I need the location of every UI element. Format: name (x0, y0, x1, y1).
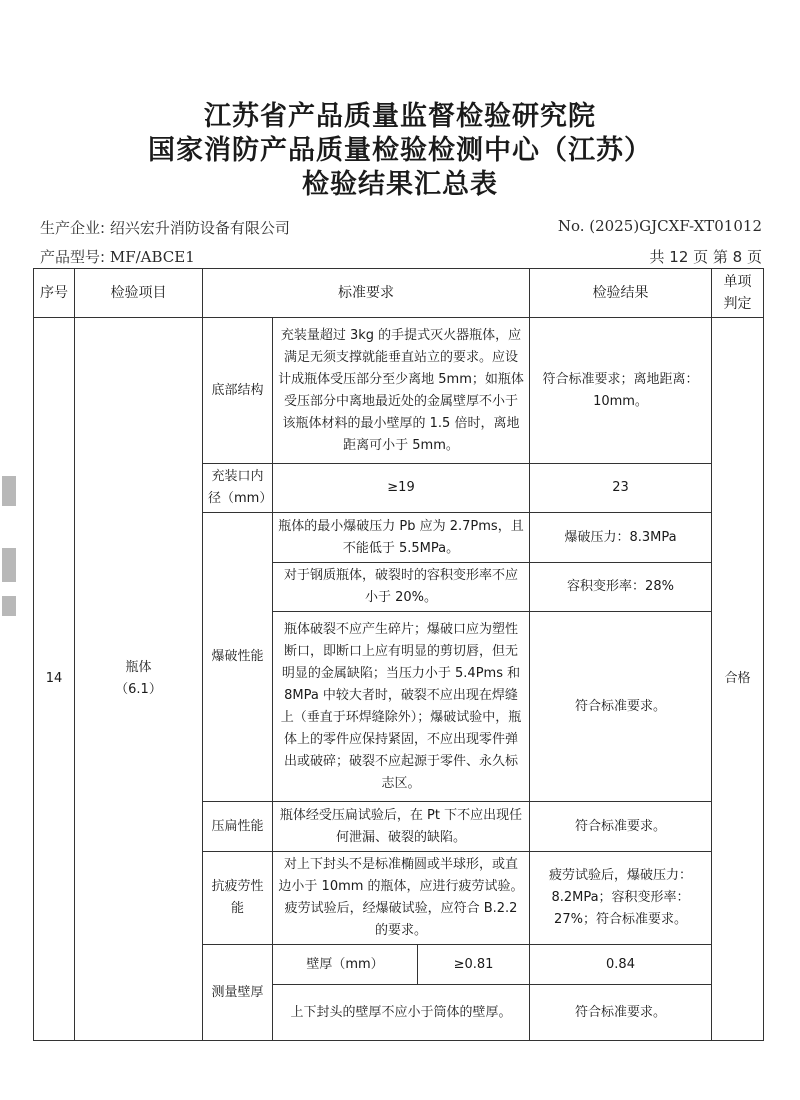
header-verdict: 单项判定 (712, 269, 764, 318)
req-opening-diameter: ≥19 (273, 464, 530, 513)
req-head-thickness: 上下封头的壁厚不应小于筒体的壁厚。 (273, 985, 530, 1041)
manufacturer-label: 生产企业: (40, 219, 106, 237)
scan-artifact (2, 596, 16, 616)
item-clause: （6.1） (115, 682, 162, 697)
document-title: 检验结果汇总表 (302, 169, 498, 200)
res-burst-fracture: 符合标准要求。 (530, 612, 712, 802)
res-volume-deformation: 容积变形率：28% (530, 563, 712, 612)
scan-artifact (2, 476, 16, 506)
model-row (40, 246, 762, 267)
res-head-thickness: 符合标准要求。 (530, 985, 712, 1041)
res-wall-thickness: 0.84 (530, 945, 712, 985)
manufacturer-row (40, 217, 762, 238)
sub-flatten: 压扁性能 (203, 802, 273, 852)
center-name: 国家消防产品质量检验检测中心（江苏） (148, 135, 652, 166)
item-cell (75, 318, 203, 1041)
report-number: No. (2025)GJCXF-XT01012 (557, 217, 762, 235)
res-bottom-structure: 符合标准要求；离地距离：10mm。 (530, 318, 712, 464)
results-table (33, 268, 764, 1041)
model-value: MF/ABCE1 (109, 248, 195, 266)
res-flatten: 符合标准要求。 (530, 802, 712, 852)
sub-fatigue: 抗疲劳性能 (203, 852, 273, 945)
scan-artifact (2, 548, 16, 582)
res-opening-diameter: 23 (530, 464, 712, 513)
document-header (0, 100, 800, 202)
res-fatigue: 疲劳试验后，爆破压力：8.2MPa；容积变形率：27%；符合标准要求。 (530, 852, 712, 945)
req-flatten: 瓶体经受压扁试验后，在 Pt 下不应出现任何泄漏、破裂的缺陷。 (273, 802, 530, 852)
table-row (34, 318, 764, 464)
req-burst-pressure: 瓶体的最小爆破压力 Pb 应为 2.7Pms，且不能低于 5.5MPa。 (273, 513, 530, 563)
header-standard: 标准要求 (203, 269, 530, 318)
req-volume-deformation: 对于钢质瓶体，破裂时的容积变形率不应小于 20%。 (273, 563, 530, 612)
table-header-row (34, 269, 764, 318)
sub-wall-thickness: 测量壁厚 (203, 945, 273, 1041)
model-label: 产品型号: (40, 248, 106, 266)
sub-opening-diameter: 充装口内径（mm） (203, 464, 273, 513)
wall-thickness-label: 壁厚（mm） (273, 945, 418, 985)
header-seq: 序号 (34, 269, 75, 318)
header-result: 检验结果 (530, 269, 712, 318)
req-burst-fracture: 瓶体破裂不应产生碎片；爆破口应为塑性断口，即断口上应有明显的剪切唇，但无明显的金属缺陷；当压力小于 5.4Pms 和 8MPa 中较大者时，破裂不应出现在焊缝上（垂直于环焊缝除外）；爆破试验中，瓶体上的零件应保持紧固，不应出现零件弹出或破碎；破裂不应起源于零件、永久标志区。 (273, 612, 530, 802)
institute-name: 江苏省产品质量监督检验研究院 (204, 101, 596, 132)
seq-cell: 14 (34, 318, 75, 1041)
req-wall-thickness: ≥0.81 (418, 945, 530, 985)
verdict-cell: 合格 (712, 318, 764, 1041)
req-fatigue: 对上下封头不是标准椭圆或半球形，或直边小于 10mm 的瓶体，应进行疲劳试验。疲劳试验后，经爆破试验，应符合 B.2.2 的要求。 (273, 852, 530, 945)
manufacturer-value: 绍兴宏升消防设备有限公司 (109, 219, 290, 237)
req-bottom-structure: 充装量超过 3kg 的手提式灭火器瓶体，应满足无须支撑就能垂直站立的要求。应设计成瓶体受压部分至少离地 5mm；如瓶体受压部分中离地最近处的金属壁厚不小于该瓶体材料的最小壁厚的 1.5 倍时，离地距离可小于 5mm。 (273, 318, 530, 464)
item-name: 瓶体 (125, 660, 152, 675)
sub-burst: 爆破性能 (203, 513, 273, 802)
sub-bottom-structure: 底部结构 (203, 318, 273, 464)
header-item: 检验项目 (75, 269, 203, 318)
res-burst-pressure: 爆破压力：8.3MPa (530, 513, 712, 563)
page-info: 共 12 页 第 8 页 (649, 248, 762, 266)
